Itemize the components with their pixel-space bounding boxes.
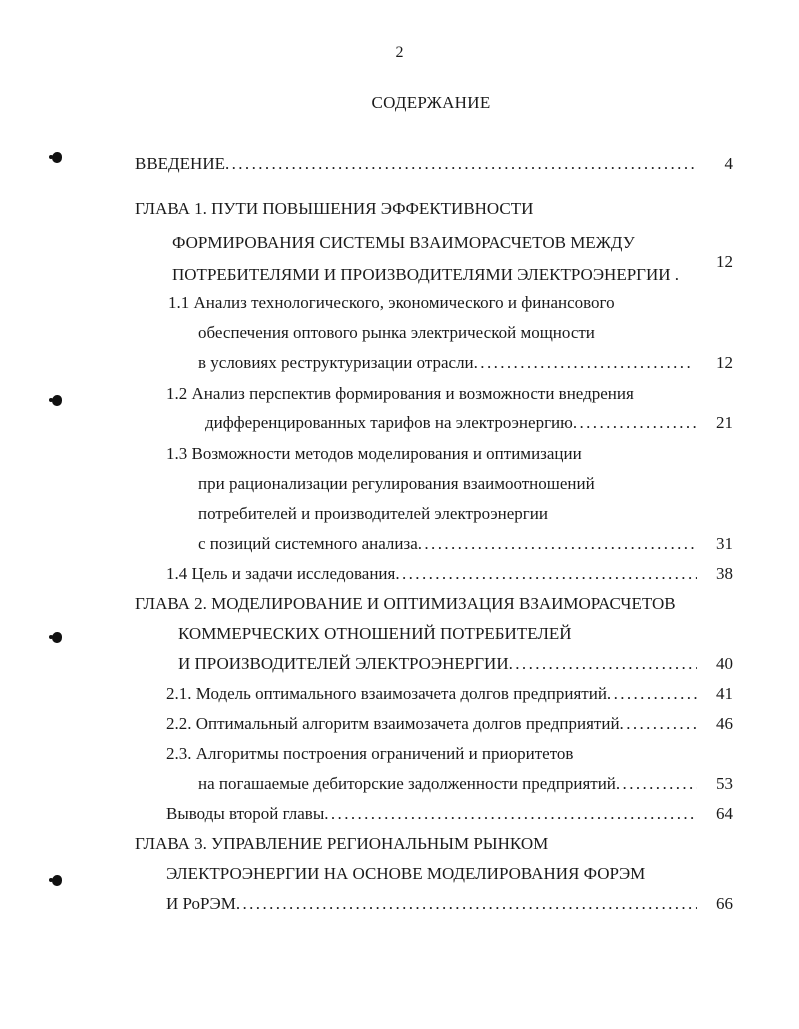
leader-dots [474, 353, 693, 373]
toc-entry-text: Выводы второй главы [166, 804, 325, 823]
leader-dots [607, 684, 697, 704]
toc-entry-text: с позиций системного анализа [198, 534, 418, 553]
toc-chapter-3-line-3[interactable] [166, 894, 697, 914]
toc-chapter-1-line-3[interactable]: ПОТРЕБИТЕЛЯМИ И ПРОИЗВОДИТЕЛЯМИ ЭЛЕКТРОЭНЕРГИИ . [172, 265, 680, 284]
leader-dots [324, 804, 697, 824]
toc-entry-text: 2.1. Модель оптимального взаимозачета долгов предприятий [166, 684, 607, 703]
toc-page-number: 64 [716, 804, 733, 823]
margin-bullet-icon [52, 632, 62, 643]
toc-chapter-3-line-2[interactable]: ЭЛЕКТРОЭНЕРГИИ НА ОСНОВЕ МОДЕЛИРОВАНИЯ ФОРЭМ [166, 864, 646, 883]
toc-section-1-1-line-2[interactable]: обеспечения оптового рынка электрической мощности [198, 323, 595, 342]
toc-entry-text: И ПРОИЗВОДИТЕЛЕЙ ЭЛЕКТРОЭНЕРГИИ [178, 654, 509, 673]
leader-dots [509, 654, 697, 674]
toc-section-2-2[interactable] [166, 714, 697, 734]
toc-section-1-2-line-1[interactable]: 1.2 Анализ перспектив формирования и возможности внедрения [166, 384, 634, 403]
toc-entry-text: в условиях реструктуризации отрасли [198, 353, 474, 372]
toc-entry-text: дифференцированных тарифов на электроэнергию [205, 413, 573, 432]
toc-section-2-3-line-1[interactable]: 2.3. Алгоритмы построения ограничений и приоритетов [166, 744, 574, 763]
margin-bullet-icon [52, 875, 62, 886]
toc-section-1-3-line-3[interactable]: потребителей и производителей электроэнергии [198, 504, 548, 523]
toc-section-1-3-line-2[interactable]: при рационализации регулирования взаимоотношений [198, 474, 595, 493]
leader-dots [418, 534, 697, 554]
leader-dots [236, 894, 697, 914]
toc-section-1-1-line-1[interactable]: 1.1 Анализ технологического, экономического и финансового [168, 293, 615, 312]
toc-section-2-1[interactable] [166, 684, 697, 704]
toc-page-number: 38 [716, 564, 733, 583]
toc-section-1-4[interactable] [166, 564, 697, 584]
toc-page-number: 12 [716, 353, 733, 372]
toc-page-number: 66 [716, 894, 733, 913]
toc-chapter-3-line-1[interactable]: ГЛАВА 3. УПРАВЛЕНИЕ РЕГИОНАЛЬНЫМ РЫНКОМ [135, 834, 549, 853]
toc-title: СОДЕРЖАНИЕ [371, 93, 491, 112]
toc-page-number: 40 [716, 654, 733, 673]
toc-entry-text: И РоРЭМ [166, 894, 236, 913]
toc-entry-text: ВВЕДЕНИЕ [135, 154, 225, 173]
toc-page-number: 31 [716, 534, 733, 553]
toc-entry-text: 2.2. Оптимальный алгоритм взаимозачета долгов предприятий [166, 714, 620, 733]
toc-chapter-1-line-1[interactable]: ГЛАВА 1. ПУТИ ПОВЫШЕНИЯ ЭФФЕКТИВНОСТИ [135, 199, 534, 218]
toc-entry-text: на погашаемые дебиторские задолженности предприятий [198, 774, 616, 793]
toc-page-number: 21 [716, 413, 733, 432]
toc-chapter-2-line-3[interactable] [178, 654, 697, 674]
toc-page-number: 46 [716, 714, 733, 733]
toc-entry-text: 1.4 Цель и задачи исследования [166, 564, 396, 583]
toc-section-1-3-line-1[interactable]: 1.3 Возможности методов моделирования и оптимизации [166, 444, 582, 463]
toc-page-number: 4 [724, 154, 733, 173]
leader-dots [616, 774, 697, 794]
toc-entry-intro[interactable] [135, 154, 697, 174]
toc-page-number: 53 [716, 774, 733, 793]
toc-chapter-2-line-2[interactable]: КОММЕРЧЕСКИХ ОТНОШЕНИЙ ПОТРЕБИТЕЛЕЙ [178, 624, 572, 643]
toc-section-1-3-line-4[interactable] [198, 534, 697, 554]
toc-section-2-3-line-2[interactable] [198, 774, 697, 794]
toc-page-number: 12 [716, 252, 733, 271]
page-number: 2 [395, 44, 404, 61]
toc-chapter-2-line-1[interactable]: ГЛАВА 2. МОДЕЛИРОВАНИЕ И ОПТИМИЗАЦИЯ ВЗАИМОРАСЧЕТОВ [135, 594, 676, 613]
toc-section-1-1-line-3[interactable] [198, 353, 693, 373]
toc-page-number: 41 [716, 684, 733, 703]
toc-conclusions-chapter-2[interactable] [166, 804, 697, 824]
leader-dots [225, 154, 697, 174]
toc-section-1-2-line-2[interactable] [205, 413, 697, 433]
leader-dots [395, 564, 697, 584]
margin-bullet-icon [52, 395, 62, 406]
leader-dots [620, 714, 697, 734]
margin-bullet-icon [52, 152, 62, 163]
toc-chapter-1-line-2[interactable]: ФОРМИРОВАНИЯ СИСТЕМЫ ВЗАИМОРАСЧЕТОВ МЕЖДУ [172, 233, 635, 252]
leader-dots [573, 413, 697, 433]
